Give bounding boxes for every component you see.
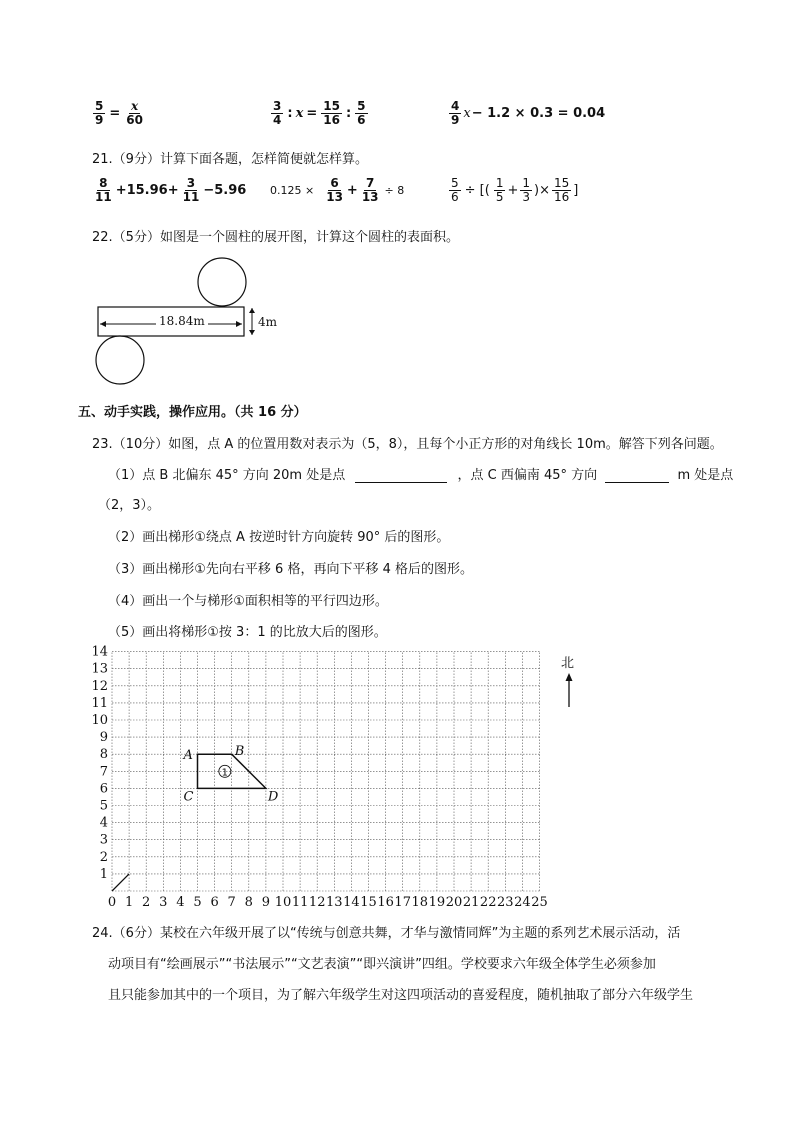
answer-blank-2[interactable] (605, 482, 669, 483)
fraction: $\frac{15}{16}$ (323, 99, 340, 127)
equation-3: $\frac{4}{9}$ x − 1.2 × 0.3 = 0.04 (451, 99, 606, 127)
y-tick-label: 10 (91, 713, 108, 728)
y-tick-label: 1 (99, 866, 108, 882)
x-tick-label: 20 (445, 895, 463, 910)
x-tick-label: 10 (274, 895, 292, 910)
answer-blank-1[interactable] (355, 482, 447, 483)
point-label-b: B (234, 744, 245, 760)
x-tick-label: 11 (291, 895, 309, 910)
fraction: $\frac{5}{6}$ (357, 99, 366, 127)
x-tick-label: 2 (142, 895, 151, 910)
x-tick-label: 4 (176, 895, 185, 910)
x-tick-label: 8 (244, 895, 253, 910)
q23-part1: （1）点 B 北偏东 45° 方向 20m 处是点 ，点 C 西偏南 45° 方向 m 处是点 (108, 468, 734, 483)
fraction: $\frac{x}{60}$ (126, 99, 143, 127)
x-tick-label: 12 (308, 895, 326, 910)
q23-part4: （4）画出一个与梯形①面积相等的平行四边形。 (108, 594, 388, 609)
y-tick-label: 2 (99, 849, 108, 865)
length-label: 18.84m (156, 314, 208, 328)
point-label-c: C (183, 789, 194, 805)
bottom-circle (96, 336, 144, 384)
x-tick-label: 0 (107, 895, 117, 910)
q23-part2: （2）画出梯形①绕点 A 按逆时针方向旋转 90° 后的图形。 (108, 530, 450, 545)
q21-expr-1: $\frac{8}{11}$ +15.96+ $\frac{3}{11}$ −5.96 (95, 176, 247, 204)
x-tick-label: 6 (210, 895, 219, 910)
q24-line-3: 且只能参加其中的一个项目，为了解六年级学生对这四项活动的喜爱程度，随机抽取了部分六年级学生 (108, 988, 694, 1003)
x-tick-label: 14 (343, 895, 360, 910)
x-tick-label: 1 (124, 895, 134, 910)
x-tick-label: 3 (159, 895, 168, 910)
x-tick-label: 21 (462, 895, 480, 910)
y-tick-label: 13 (91, 661, 108, 677)
q23-part1-cont: （2，3）。 (98, 498, 161, 513)
x-tick-label: 17 (394, 895, 411, 910)
x-tick-label: 9 (261, 895, 271, 910)
equation-2: $\frac{3}{4}$ : x = $\frac{15}{16}$ : $\frac{5}{6}$ (273, 99, 366, 127)
section-title: 五、动手实践，操作应用。（共 16 分） (78, 405, 307, 420)
top-circle (198, 258, 246, 306)
x-tick-label: 25 (531, 895, 548, 910)
x-tick-label: 19 (428, 895, 446, 910)
north-label: 北 (561, 656, 575, 671)
y-tick-label: 8 (99, 747, 108, 763)
x-tick-label: 18 (411, 895, 429, 910)
x-tick-label: 13 (326, 895, 343, 910)
x-tick-label: 22 (479, 895, 497, 910)
y-tick-label: 6 (99, 781, 108, 797)
point-label-d: D (267, 789, 279, 805)
q23-intro: 23.（10分）如图，点 A 的位置用数对表示为（5，8），且每个小正方形的对角线长 10m。解答下列各问题。 (92, 437, 723, 452)
q21-title: 21.（9分）计算下面各题，怎样简便就怎样算。 (92, 152, 368, 167)
q23-part5: （5）画出将梯形①按 3：1 的比放大后的图形。 (108, 625, 387, 640)
equation-1: $\frac{5}{9}$ = $\frac{x}{60}$ (95, 99, 143, 127)
x-tick-label: 16 (377, 895, 394, 910)
diagonal-line (112, 874, 129, 891)
q21-expr-3: $\frac{5}{6}$ ÷ [( $\frac{1}{5}$ + $\frac{1}{3}$ )× $\frac{15}{16}$ ] (451, 176, 579, 204)
coordinate-grid (85, 645, 605, 915)
height-label: 4m (258, 315, 278, 329)
y-tick-label: 4 (99, 815, 108, 831)
x-tick-label: 5 (193, 895, 202, 910)
trapezoid-shape (198, 754, 266, 788)
q24-line-2: 动项目有“绘画展示”“书法展示”“文艺表演”“即兴演讲”四组。学校要求六年级全体学生必须参加 (108, 957, 656, 972)
y-tick-label: 12 (91, 678, 108, 694)
fraction: $\frac{4}{9}$ (451, 99, 460, 127)
x-tick-label: 15 (360, 895, 377, 910)
x-tick-label: 23 (497, 895, 514, 910)
y-tick-label: 3 (99, 832, 108, 848)
y-tick-label: 7 (99, 764, 108, 780)
y-tick-label: 11 (91, 695, 108, 711)
q24-line-1: 24.（6分）某校在六年级开展了以“传统与创意共舞，才华与激情同辉”为主题的系列艺术展示活动，活 (92, 926, 681, 941)
fraction: $\frac{5}{9}$ (95, 99, 104, 127)
q22-title: 22.（5分）如图是一个圆柱的展开图，计算这个圆柱的表面积。 (92, 230, 459, 245)
north-arrowhead-icon (566, 673, 573, 681)
q21-expr-2: 0.125 × $\frac{6}{13}$ + $\frac{7}{13}$ ÷ 8 (270, 176, 405, 204)
y-tick-label: 5 (99, 798, 108, 814)
y-tick-label: 14 (91, 645, 108, 660)
fraction: $\frac{3}{4}$ (273, 99, 282, 127)
y-tick-label: 9 (99, 730, 108, 746)
point-label-a: A (183, 748, 193, 764)
q23-part3: （3）画出梯形①先向右平移 6 格，再向下平移 4 格后的图形。 (108, 562, 473, 577)
x-tick-label: 7 (227, 895, 236, 910)
x-tick-label: 24 (514, 895, 531, 910)
shape-label: 1 (221, 767, 229, 779)
